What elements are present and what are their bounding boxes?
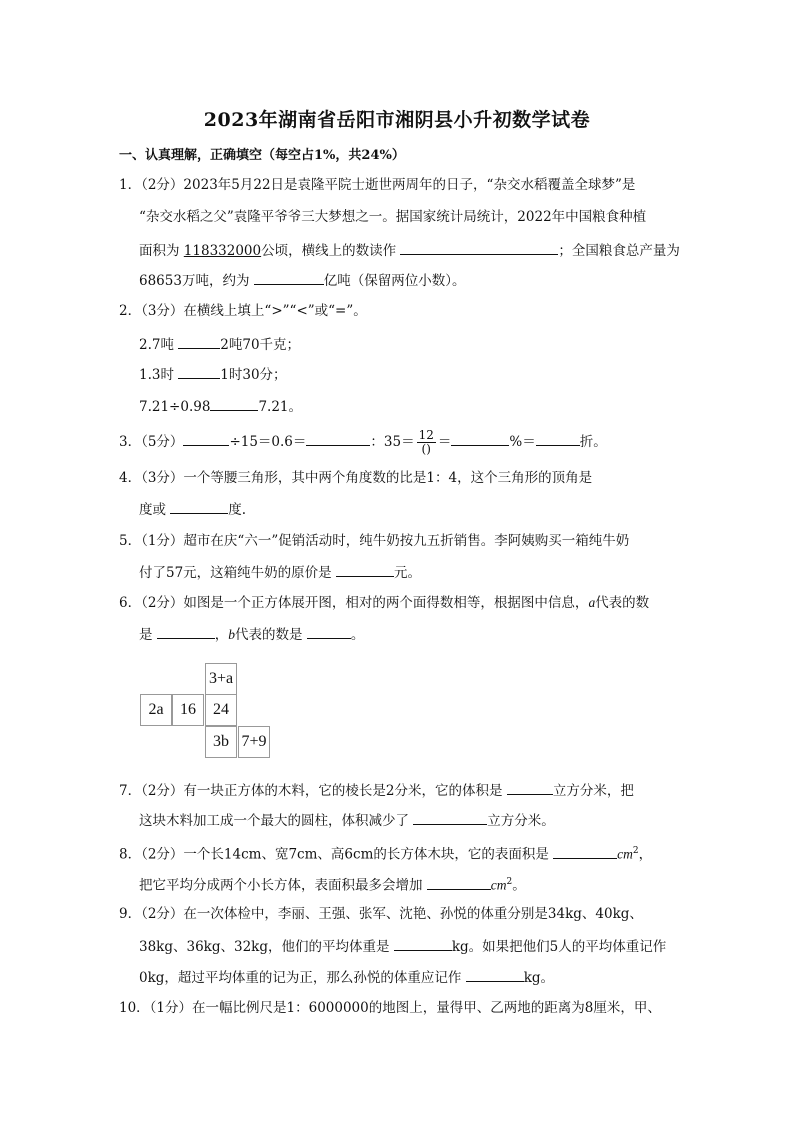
- q7-text: 立方分米，把: [552, 783, 634, 799]
- q2-text: 7.21。: [258, 399, 302, 415]
- q4-line1: 4．（3分）一个等腰三角形，其中两个角度数的比是1：4，这个三角形的顶角是: [119, 470, 593, 486]
- q3-fraction: [417, 429, 436, 456]
- q1-text: ；全国粮食总产量为: [558, 243, 680, 259]
- q3-text: ：35＝: [370, 434, 415, 450]
- q3-text: 折。: [579, 434, 607, 450]
- q4-blank[interactable]: [170, 499, 228, 514]
- q9-text: kg。: [523, 970, 555, 986]
- cube-face-left: 2a: [140, 694, 172, 726]
- q4-line2: [139, 499, 246, 519]
- q7-line1: [119, 780, 634, 800]
- q2-row-b: [139, 364, 287, 384]
- q3-text: %＝: [509, 434, 536, 450]
- q3-blank-2[interactable]: [306, 431, 370, 446]
- q2-row-c: [139, 396, 302, 416]
- q7-text: 立方分米。: [487, 813, 555, 829]
- q4-text: 度.: [228, 502, 247, 518]
- q9-blank-1[interactable]: [394, 936, 452, 951]
- q6-text: ，: [214, 627, 229, 643]
- q7-blank-1[interactable]: [507, 780, 553, 795]
- q10-line1: 10．（1分）在一幅比例尺是1：6000000的地图上，量得甲、乙两地的距离为8厘米，甲、: [119, 1000, 661, 1016]
- q1-blank-read[interactable]: [400, 240, 558, 255]
- exam-title: 2023年湖南省岳阳市湘阴县小升初数学试卷: [203, 109, 591, 131]
- cube-face-second: 16: [172, 694, 204, 726]
- q8-blank-2[interactable]: [427, 875, 491, 890]
- q7-text: 这块木料加工成一个最大的圆柱，体积减少了: [139, 813, 409, 829]
- q8-text: 把它平均分成两个小长方体，表面积最多会增加: [139, 877, 423, 894]
- q5-line2: [139, 562, 421, 582]
- q6-text: 。: [350, 627, 365, 643]
- q3-fraction-numerator: 12: [418, 428, 434, 442]
- q8-blank-1[interactable]: [553, 844, 617, 859]
- q2-text: 7.21÷0.98: [139, 399, 211, 415]
- q5-blank[interactable]: [336, 562, 394, 577]
- q5-text: 元。: [393, 565, 421, 581]
- q9-text: 0kg，超过平均体重的记为正，那么孙悦的体重应记作: [139, 970, 462, 986]
- q1-text: 68653万吨，约为: [139, 273, 250, 289]
- q1-text: 面积为: [139, 243, 184, 259]
- q9-line1: 9．（2分）在一次体检中，李丽、王强、张军、沈艳、孙悦的体重分别是34kg、40kg、: [119, 906, 643, 922]
- q9-text: kg。如果把他们5人的平均体重记作: [451, 939, 667, 955]
- q9-blank-2[interactable]: [466, 967, 524, 982]
- section-heading: 一、认真理解，正确填空（每空占1%，共24%）: [119, 148, 405, 163]
- q7-line2: [139, 810, 555, 830]
- q6-blank-a[interactable]: [157, 624, 215, 639]
- q2-text: 1.3时: [139, 367, 174, 383]
- q3-blank-4[interactable]: [536, 431, 580, 446]
- q4-text: 度或: [139, 502, 166, 518]
- cube-face-top: 3+a: [205, 663, 237, 695]
- q8-line1: 8．（2分）一个长14cm、宽7cm、高6cm的长方体木块，它的表面积是 $cm^2$，: [119, 842, 652, 864]
- q3-line: [119, 429, 607, 456]
- q7-text: 7．（2分）有一块正方体的木料，它的棱长是2分米，它的体积是: [119, 783, 503, 799]
- q1-text: 亿吨（保留两位小数）。: [323, 273, 466, 289]
- q1-text: 公顷，横线上的数读作: [261, 243, 397, 259]
- q8-text: 8．（2分）一个长14cm、宽7cm、高6cm的长方体木块，它的表面积是: [119, 846, 549, 863]
- q3-text: 3．（5分）: [119, 434, 184, 450]
- cube-face-right: 7+9: [238, 726, 270, 758]
- q9-text: 38kg、36kg、32kg，他们的平均体重是: [139, 939, 390, 955]
- cube-face-center: 24: [205, 694, 237, 726]
- q7-blank-2[interactable]: [413, 810, 487, 825]
- q5-line1: 5．（1分）超市在庆“六一”促销活动时，纯牛奶按九五折销售。李阿姨购买一箱纯牛奶: [119, 533, 630, 549]
- q6-text: 是: [139, 627, 153, 643]
- q6-text: 6．（2分）如图是一个正方体展开图，相对的两个面得数相等，根据图中信息，: [119, 595, 589, 611]
- q1-area-number: 118332000: [183, 243, 262, 259]
- q2-text: 2.7吨: [139, 337, 174, 353]
- q3-blank-3[interactable]: [451, 431, 509, 446]
- q3-text: ÷15＝0.6＝: [229, 434, 307, 450]
- q2-blank-b[interactable]: [178, 364, 220, 379]
- q1-line3: [139, 240, 680, 260]
- q1-line1: 1．（2分）2023年5月22日是袁隆平院士逝世两周年的日子，“杂交水稻覆盖全球梦”是: [119, 177, 636, 193]
- q1-line2: “杂交水稻之父”袁隆平爷爷三大梦想之一。据国家统计局统计，2022年中国粮食种植: [139, 209, 647, 225]
- cube-face-bottom: 3b: [205, 726, 237, 758]
- q6-var-a: a: [588, 595, 596, 610]
- q3-blank-1[interactable]: [183, 431, 229, 446]
- q2-blank-a[interactable]: [178, 334, 220, 349]
- q2-line1: 2．（3分）在横线上填上“>”“<”或“=”。: [119, 303, 367, 319]
- q6-blank-b[interactable]: [307, 624, 351, 639]
- q8-unit: cm: [490, 877, 507, 893]
- q6-text: 代表的数是: [235, 627, 303, 643]
- q3-fraction-denominator[interactable]: (): [421, 442, 431, 456]
- q6-var-b: b: [228, 627, 236, 642]
- q2-text: 1时30分；: [220, 367, 287, 383]
- q6-text: 代表的数: [595, 595, 650, 611]
- q9-line3: [139, 967, 554, 987]
- q6-line2: [139, 624, 364, 644]
- q2-blank-c[interactable]: [210, 396, 258, 411]
- q6-line1: [119, 594, 649, 612]
- q8-unit: cm: [617, 846, 633, 862]
- q5-text: 付了57元，这箱纯牛奶的原价是: [139, 565, 332, 581]
- q9-line2: [139, 936, 666, 956]
- q1-blank-approx[interactable]: [254, 270, 324, 285]
- q3-text: ＝: [437, 434, 452, 450]
- q2-row-a: [139, 334, 300, 354]
- q8-line2: 把它平均分成两个小长方体，表面积最多会增加 $cm^2$。: [139, 873, 526, 895]
- q2-text: 2吨70千克；: [220, 337, 301, 353]
- q1-line4: [139, 270, 466, 290]
